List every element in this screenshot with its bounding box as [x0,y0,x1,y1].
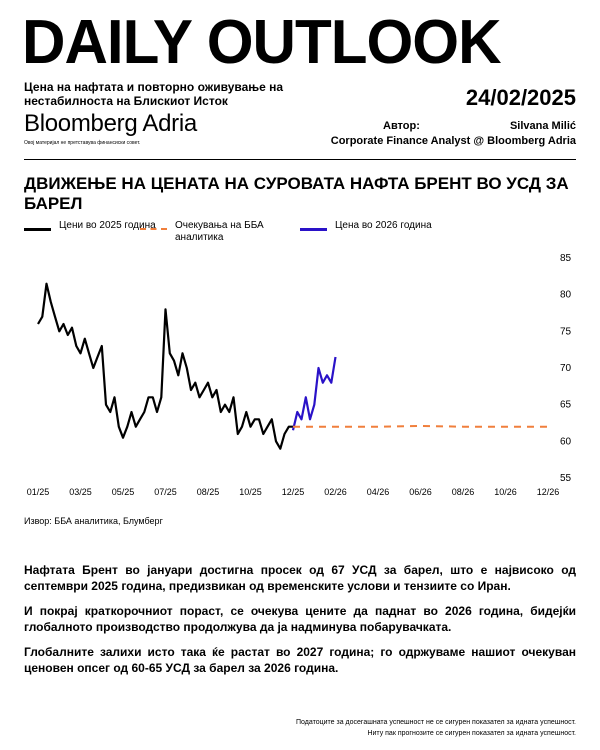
y-tick-label: 60 [560,436,572,448]
x-tick-label: 05/25 [111,487,135,497]
author-role: Corporate Finance Analyst @ Bloomberg Adria [330,135,576,147]
x-tick-label: 04/26 [366,487,390,497]
page-title: DAILY OUTLOOK [22,8,501,77]
y-tick-label: 55 [560,473,572,484]
x-tick-label: 02/26 [324,487,347,497]
author-label: Автор: [383,120,420,132]
legend-item-forecast [140,220,275,244]
y-tick-label: 70 [560,363,572,374]
x-tick-label: 03/25 [69,487,92,497]
chart-title: ДВИЖЕЊЕ НА ЦЕНАТА НА СУРОВАТА НАФТА БРЕНТ ВО УСД ЗА БАРЕЛ [24,174,569,213]
chart-series [38,284,548,449]
x-tick-label: 10/25 [239,487,262,497]
body-paragraph-3: Глобалните залихи исто така ќе растат во 2027 година; го одржуваме нашиот очекуван ценовен опсег од 60-65 УСД за барел за 2026 година. [24,645,576,675]
report-date: 24/02/2025 [465,85,576,110]
legend-swatch-2026 [300,228,327,231]
footer-disclaimer-1: Податоците за досегашната успешност не се сигурен показател за идната успешност. [296,719,576,726]
header-divider [24,159,576,160]
series-line-1 [293,357,336,430]
y-tick-label: 65 [560,399,572,411]
series-line-2 [293,426,548,427]
footer-disclaimer-2: Ниту пак прогнозите се сигурен показател за идната успешност. [367,730,576,737]
y-tick-label: 80 [560,289,572,301]
disclaimer-note: Овој материјал не претставува финансиски совет. [24,140,141,146]
body-paragraph-2: И покрај краткорочниот пораст, се очекува цените да паднат во 2026 година, бидејќи глобалното производство продолжува да ја надминува побарувачката. [24,604,576,634]
body-paragraph-1: Нафтата Брент во јануари достигна просек од 67 УСД за барел, што е највисоко од септември 2025 година, предизвикан од временските услови и тензиите со Иран. [24,563,576,593]
y-tick-label: 85 [560,253,572,264]
series-line-0 [38,284,293,449]
x-axis [27,487,560,497]
author-name: Silvana Milić [509,120,576,132]
x-tick-label: 12/26 [536,487,560,497]
legend-swatch-forecast [140,228,167,230]
chart-source: Извор: ББА аналитика, Блумберг [24,516,163,526]
x-tick-label: 10/26 [494,487,517,497]
report-subtitle: Цена на нафтата и повторно оживување на нестабилноста на Блискиот Исток [24,80,284,108]
brand-logo: Bloomberg Adria [24,110,197,137]
legend-item-2025 [24,220,159,232]
x-tick-label: 12/25 [281,487,305,497]
x-tick-label: 07/25 [154,487,177,497]
x-tick-label: 08/26 [451,487,475,497]
y-axis [560,253,572,484]
legend-label-2026: Цена во 2026 година [335,220,432,231]
x-tick-label: 01/25 [26,487,50,497]
y-tick-label: 75 [560,326,572,338]
x-tick-label: 06/26 [409,487,432,497]
legend-label-2025: Цени во 2025 година [59,220,156,231]
legend-swatch-2025 [24,228,51,231]
x-tick-label: 08/25 [196,487,220,497]
price-chart [0,246,600,506]
legend-item-2026 [300,220,435,232]
legend-label-forecast: Очекувања на ББА аналитика [175,220,264,243]
